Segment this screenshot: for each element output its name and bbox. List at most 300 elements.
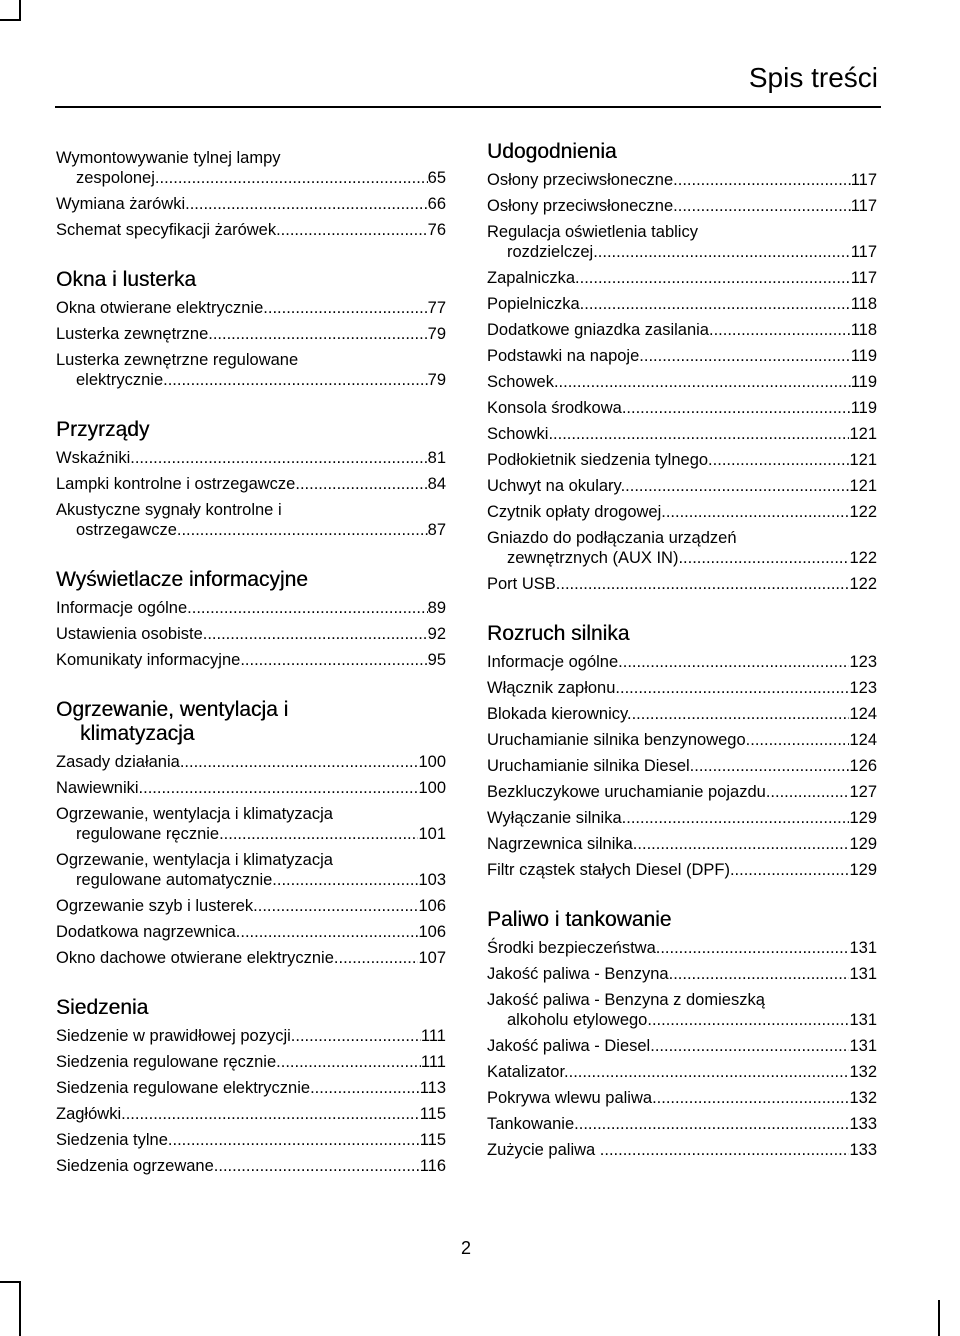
toc-entry[interactable]	[56, 298, 446, 318]
toc-page-number: 126	[849, 757, 877, 775]
toc-entry-line	[487, 1114, 877, 1134]
toc-entry[interactable]	[487, 938, 877, 958]
dot-leader	[569, 1062, 850, 1082]
toc-entry-line	[56, 1130, 446, 1150]
toc-entry-title: Schowki.	[487, 425, 554, 443]
toc-entry[interactable]	[487, 834, 877, 854]
toc-entry[interactable]	[487, 808, 877, 828]
toc-page-number: 87	[427, 521, 446, 539]
toc-page-number: 129	[849, 835, 877, 853]
dot-leader	[598, 242, 851, 262]
toc-entry-line	[487, 242, 877, 262]
toc-entry-line	[487, 834, 877, 854]
toc-entry-list	[487, 938, 877, 1160]
toc-entry-line	[56, 870, 446, 890]
toc-entry-title: regulowane ręcznie.	[76, 825, 224, 843]
toc-entry[interactable]	[487, 1062, 877, 1082]
toc-entry-list	[56, 148, 446, 240]
toc-entry-title: Podstawki na napoje.	[487, 347, 644, 365]
toc-page-number: 121	[849, 477, 877, 495]
toc-entry[interactable]	[56, 474, 446, 494]
toc-entry-line	[56, 778, 446, 798]
toc-entry[interactable]	[487, 528, 877, 568]
dot-leader	[714, 320, 851, 340]
toc-entry-title: Podłokietnik siedzenia tylnego.	[487, 451, 713, 469]
toc-entry-title: Zapalniczka.	[487, 269, 580, 287]
crop-mark	[938, 1300, 940, 1336]
toc-entry-title: Osłony przeciwsłoneczne.	[487, 197, 678, 215]
toc-page-number: 132	[849, 1089, 877, 1107]
toc-entry-line	[487, 170, 877, 190]
toc-page-number: 115	[419, 1105, 446, 1123]
toc-entry-line	[56, 220, 446, 240]
toc-page-number: 122	[849, 503, 877, 521]
toc-entry-line	[487, 1088, 877, 1108]
toc-page-number: 131	[849, 939, 877, 957]
toc-entry[interactable]	[487, 574, 877, 594]
toc-entry-line	[487, 964, 877, 984]
toc-entry-line	[56, 1078, 446, 1098]
toc-entry-line	[487, 424, 877, 444]
toc-entry-line	[487, 450, 877, 470]
dot-leader	[338, 948, 418, 968]
dot-leader	[683, 548, 849, 568]
dot-leader	[277, 870, 419, 890]
toc-entry-line	[56, 850, 446, 870]
toc-entry-line	[487, 222, 877, 242]
toc-entry-line	[487, 268, 877, 288]
toc-entry-list	[487, 652, 877, 880]
toc-section	[56, 996, 446, 1176]
toc-entry-title: Lampki kontrolne i ostrzegawcze.	[56, 475, 300, 493]
toc-entry[interactable]	[487, 704, 877, 724]
section-heading	[487, 908, 877, 932]
toc-page-number: 92	[427, 625, 446, 643]
dot-leader	[637, 834, 849, 854]
toc-entry[interactable]	[56, 148, 446, 188]
toc-entry-title: Ogrzewanie, wentylacja i klimatyzacja	[56, 805, 333, 823]
dot-leader	[655, 1036, 850, 1056]
toc-entry-title: Dodatkowe gniazdka zasilania.	[487, 321, 714, 339]
toc-entry[interactable]	[487, 476, 877, 496]
toc-entry-line	[56, 948, 446, 968]
toc-entry[interactable]	[56, 220, 446, 240]
section-heading-line: klimatyzacja	[80, 722, 195, 745]
dot-leader	[560, 574, 849, 594]
dot-leader	[240, 922, 418, 942]
toc-section	[56, 418, 446, 540]
dot-leader	[218, 1156, 419, 1176]
toc-entry-line	[56, 752, 446, 772]
toc-entry[interactable]	[487, 372, 877, 392]
toc-page-number: 132	[849, 1063, 877, 1081]
toc-page-number: 118	[850, 321, 877, 339]
dot-leader	[604, 1140, 849, 1160]
toc-page-number: 111	[420, 1053, 446, 1071]
dot-leader	[281, 220, 428, 240]
toc-entry[interactable]	[56, 500, 446, 540]
dot-leader	[770, 782, 849, 802]
toc-section	[56, 698, 446, 968]
toc-page-number: 119	[850, 347, 877, 365]
toc-entry-title: regulowane automatycznie.	[76, 871, 277, 889]
toc-entry-line	[487, 528, 877, 548]
toc-page-number: 117	[850, 171, 877, 189]
toc-entry-line	[487, 1010, 877, 1030]
toc-entry[interactable]	[487, 1036, 877, 1056]
toc-entry[interactable]	[56, 1104, 446, 1124]
toc-entry-line	[56, 324, 446, 344]
toc-entry[interactable]	[56, 1130, 446, 1150]
crop-mark	[0, 19, 21, 21]
toc-entry[interactable]	[487, 346, 877, 366]
dot-leader	[620, 678, 849, 698]
toc-entry[interactable]	[487, 424, 877, 444]
dot-leader	[207, 624, 427, 644]
toc-page-number: 100	[418, 779, 446, 797]
toc-entry-line	[487, 1036, 877, 1056]
toc-entry[interactable]	[487, 1140, 877, 1160]
dot-leader	[666, 502, 850, 522]
toc-entry-line	[487, 704, 877, 724]
toc-page-number: 89	[427, 599, 446, 617]
toc-entry-title: Wymontowywanie tylnej lampy	[56, 149, 281, 167]
toc-entry-title: Jakość paliwa - Diesel.	[487, 1037, 655, 1055]
toc-section	[487, 622, 877, 880]
toc-entry[interactable]	[56, 1156, 446, 1176]
toc-entry[interactable]	[56, 922, 446, 942]
toc-page-number: 100	[418, 753, 446, 771]
toc-entry-title: alkoholu etylowego.	[507, 1011, 652, 1029]
toc-entry-title: Osłony przeciwsłoneczne.	[487, 171, 678, 189]
toc-page-number: 95	[427, 651, 446, 669]
toc-entry[interactable]	[56, 624, 446, 644]
toc-entry-title: Ogrzewanie, wentylacja i klimatyzacja	[56, 851, 333, 869]
toc-page-number: 131	[849, 1037, 877, 1055]
toc-entry[interactable]	[56, 752, 446, 772]
toc-entry[interactable]	[487, 1088, 877, 1108]
toc-entry-line	[487, 574, 877, 594]
dot-leader	[632, 704, 850, 724]
toc-page-number: 118	[850, 295, 877, 313]
toc-entry-title: Konsola środkowa.	[487, 399, 627, 417]
toc-entry-title: Uruchamianie silnika Diesel.	[487, 757, 695, 775]
dot-leader	[579, 1114, 850, 1134]
toc-entry-title: Jakość paliwa - Benzyna z domieszką	[487, 991, 765, 1009]
toc-entry-title: rozdzielczej.	[507, 243, 598, 261]
toc-entry-title: Dodatkowa nagrzewnica.	[56, 923, 241, 941]
toc-entry[interactable]	[487, 222, 877, 262]
toc-entry-title: Siedzenia regulowane elektrycznie.	[56, 1079, 315, 1097]
toc-entry-title: zewnętrznych (AUX IN).	[507, 549, 684, 567]
toc-entry-title: Nagrzewnica silnika.	[487, 835, 638, 853]
toc-page-number: 117	[850, 197, 877, 215]
toc-entry-title: Nawiewniki.	[56, 779, 144, 797]
dot-leader	[644, 346, 851, 366]
toc-page-number: 76	[427, 221, 446, 239]
toc-entry-line	[56, 194, 446, 214]
dot-leader	[553, 424, 849, 444]
toc-entry[interactable]	[487, 320, 877, 340]
toc-entry[interactable]	[487, 196, 877, 216]
section-heading-line: Rozruch silnika	[487, 622, 630, 645]
dot-leader	[224, 824, 419, 844]
toc-entry-title: Wskaźniki.	[56, 449, 135, 467]
toc-entry-title: Pokrywa wlewu paliwa.	[487, 1089, 657, 1107]
dot-leader	[173, 1130, 420, 1150]
toc-page-number: 133	[849, 1115, 877, 1133]
toc-entry[interactable]	[56, 448, 446, 468]
toc-entry[interactable]	[56, 948, 446, 968]
toc-page-number: 122	[849, 575, 877, 593]
toc-page-number: 129	[849, 861, 877, 879]
toc-entry[interactable]	[487, 964, 877, 984]
dot-leader	[168, 370, 428, 390]
dot-leader	[143, 778, 418, 798]
toc-entry-title: Zasady działania.	[56, 753, 185, 771]
dot-leader	[159, 168, 427, 188]
toc-entry[interactable]	[487, 730, 877, 750]
toc-entry-line	[487, 990, 877, 1010]
toc-entry-title: Regulacja oświetlenia tablicy	[487, 223, 698, 241]
toc-entry-line	[487, 320, 877, 340]
toc-page-number: 111	[420, 1027, 446, 1045]
section-heading	[56, 996, 446, 1020]
toc-page-number: 116	[419, 1157, 446, 1175]
toc-entry-list	[56, 598, 446, 670]
toc-entry-title: Ogrzewanie szyb i lusterek.	[56, 897, 258, 915]
title-divider	[55, 106, 881, 108]
toc-entry-list	[487, 170, 877, 594]
toc-entry[interactable]	[487, 1114, 877, 1134]
toc-entry-line	[56, 624, 446, 644]
section-heading-line: Wyświetlacze informacyjne	[56, 568, 308, 591]
dot-leader	[657, 1088, 850, 1108]
toc-entry[interactable]	[56, 1026, 446, 1046]
toc-page-number: 121	[849, 425, 877, 443]
toc-page-number: 122	[849, 549, 877, 567]
toc-page-number: 81	[427, 449, 446, 467]
toc-entry-title: Lusterka zewnętrzne.	[56, 325, 213, 343]
toc-entry-title: Popielniczka.	[487, 295, 585, 313]
toc-page-number: 66	[427, 195, 446, 213]
dot-leader	[580, 268, 851, 288]
toc-entry[interactable]	[487, 678, 877, 698]
toc-entry-line	[487, 548, 877, 568]
toc-entry-line	[487, 808, 877, 828]
toc-entry[interactable]	[56, 804, 446, 844]
toc-entry[interactable]	[487, 652, 877, 672]
toc-entry-title: ostrzegawcze.	[76, 521, 182, 539]
toc-entry-line	[487, 730, 877, 750]
toc-entry-title: Środki bezpieczeństwa.	[487, 939, 661, 957]
toc-entry-line	[56, 1026, 446, 1046]
toc-entry-line	[56, 922, 446, 942]
toc-entry-title: Siedzenie w prawidłowej pozycji.	[56, 1027, 296, 1045]
toc-page-number: 123	[849, 679, 877, 697]
page-title: Spis treści	[748, 62, 878, 93]
toc-entry[interactable]	[56, 324, 446, 344]
toc-entry-line	[487, 196, 877, 216]
page-number: 2	[460, 1238, 471, 1258]
toc-entry[interactable]	[487, 450, 877, 470]
toc-page-number: 127	[849, 783, 877, 801]
toc-entry[interactable]	[487, 860, 877, 880]
crop-mark	[0, 1281, 21, 1283]
toc-page-number: 106	[418, 897, 446, 915]
toc-entry-title: Zużycie paliwa .	[487, 1141, 605, 1159]
crop-mark	[19, 0, 21, 21]
toc-entry-line	[56, 448, 446, 468]
toc-entry[interactable]	[56, 850, 446, 890]
section-heading-line: Udogodnienia	[487, 140, 617, 163]
section-heading	[487, 140, 877, 164]
toc-entry[interactable]	[56, 1052, 446, 1072]
toc-entry-line	[487, 398, 877, 418]
toc-entry[interactable]	[487, 170, 877, 190]
toc-entry[interactable]	[487, 782, 877, 802]
toc-page-number: 65	[427, 169, 446, 187]
toc-page-number: 106	[418, 923, 446, 941]
toc-page-number: 131	[849, 965, 877, 983]
toc-entry[interactable]	[56, 350, 446, 390]
dot-leader	[181, 520, 427, 540]
section-heading	[56, 568, 446, 592]
toc-entry-title: Włącznik zapłonu.	[487, 679, 620, 697]
toc-entry[interactable]	[487, 398, 877, 418]
toc-section	[56, 140, 446, 240]
toc-entry-title: Port USB.	[487, 575, 561, 593]
toc-entry-line	[56, 1104, 446, 1124]
toc-page-number: 79	[427, 371, 446, 389]
toc-entry-title: Filtr cząstek stałych Diesel (DPF).	[487, 861, 735, 879]
toc-page-number: 79	[427, 325, 446, 343]
toc-entry[interactable]	[487, 990, 877, 1030]
toc-page-number: 119	[850, 399, 877, 417]
dot-leader	[281, 1052, 421, 1072]
dot-leader	[190, 194, 428, 214]
toc-section	[487, 908, 877, 1160]
toc-page-number: 124	[849, 731, 877, 749]
toc-entry[interactable]	[487, 268, 877, 288]
toc-entry-line	[487, 346, 877, 366]
toc-entry-line	[56, 1052, 446, 1072]
toc-page-number: 77	[427, 299, 446, 317]
toc-entry[interactable]	[487, 502, 877, 522]
toc-section	[56, 568, 446, 670]
toc-entry-title: Tankowanie.	[487, 1115, 579, 1133]
toc-entry-title: Komunikaty informacyjne.	[56, 651, 245, 669]
dot-leader	[678, 196, 851, 216]
toc-entry-line	[56, 500, 446, 520]
toc-page-number: 133	[849, 1141, 877, 1159]
toc-entry-title: Siedzenia tylne.	[56, 1131, 173, 1149]
toc-page-number: 84	[427, 475, 446, 493]
section-heading-line: Paliwo i tankowanie	[487, 908, 672, 931]
dot-leader	[245, 650, 428, 670]
toc-page-number: 129	[849, 809, 877, 827]
dot-leader	[626, 398, 850, 418]
toc-entry-title: Okna otwierane elektrycznie.	[56, 299, 268, 317]
dot-leader	[295, 1026, 421, 1046]
toc-entry-line	[56, 520, 446, 540]
toc-entry[interactable]	[487, 756, 877, 776]
toc-entry-line	[56, 168, 446, 188]
toc-entry-line	[56, 1156, 446, 1176]
toc-entry[interactable]	[56, 598, 446, 618]
toc-page-number: 117	[850, 243, 877, 261]
dot-leader	[584, 294, 850, 314]
toc-entry-line	[56, 896, 446, 916]
dot-leader	[678, 170, 851, 190]
toc-page-number: 119	[850, 373, 877, 391]
toc-column-right	[487, 140, 877, 1188]
toc-entry[interactable]	[56, 778, 446, 798]
toc-entry-title: Wymiana żarówki.	[56, 195, 190, 213]
dot-leader	[268, 298, 428, 318]
section-heading	[56, 418, 446, 442]
toc-entry-title: Blokada kierownicy.	[487, 705, 632, 723]
toc-entry-line	[487, 860, 877, 880]
section-heading-line: Siedzenia	[56, 996, 149, 1019]
dot-leader	[673, 964, 849, 984]
toc-entry-title: Gniazdo do podłączania urządzeń	[487, 529, 737, 547]
toc-entry-title: Siedzenia regulowane ręcznie.	[56, 1053, 281, 1071]
toc-entry-title: Schemat specyfikacji żarówek.	[56, 221, 281, 239]
section-heading-line: Ogrzewanie, wentylacja i	[56, 698, 289, 721]
toc-entry-line	[487, 476, 877, 496]
toc-entry-line	[56, 650, 446, 670]
toc-entry-line	[56, 350, 446, 370]
dot-leader	[192, 598, 428, 618]
toc-entry[interactable]	[56, 896, 446, 916]
toc-entry-title: Zagłówki.	[56, 1105, 126, 1123]
toc-entry-line	[56, 148, 446, 168]
toc-entry-title: Informacje ogólne.	[56, 599, 192, 617]
section-heading-line: Przyrządy	[56, 418, 150, 441]
toc-entry-title: Ustawienia osobiste.	[56, 625, 208, 643]
toc-entry-title: Uchwyt na okulary.	[487, 477, 626, 495]
toc-entry-line	[487, 782, 877, 802]
dot-leader	[300, 474, 428, 494]
toc-section	[56, 268, 446, 390]
toc-entry-line	[56, 804, 446, 824]
toc-entry-title: Bezkluczykowe uruchamianie pojazdu.	[487, 783, 771, 801]
toc-page-number: 124	[849, 705, 877, 723]
dot-leader	[135, 448, 428, 468]
toc-entry-line	[56, 598, 446, 618]
dot-leader	[184, 752, 418, 772]
toc-entry[interactable]	[56, 194, 446, 214]
toc-entry-list	[56, 1026, 446, 1176]
toc-entry[interactable]	[487, 294, 877, 314]
toc-page-number: 113	[419, 1079, 446, 1097]
dot-leader	[750, 730, 849, 750]
toc-entry[interactable]	[56, 650, 446, 670]
section-heading-line: Okna i lusterka	[56, 268, 197, 291]
toc-entry-line	[487, 1140, 877, 1160]
toc-entry-title: Schowek.	[487, 373, 559, 391]
toc-page-number: 117	[850, 269, 877, 287]
toc-entry-list	[56, 752, 446, 968]
toc-page-number: 103	[418, 871, 446, 889]
toc-entry-title: Siedzenia ogrzewane.	[56, 1157, 219, 1175]
section-heading	[487, 622, 877, 646]
toc-entry[interactable]	[56, 1078, 446, 1098]
toc-entry-title: Uruchamianie silnika benzynowego.	[487, 731, 751, 749]
toc-page-number: 131	[849, 1011, 877, 1029]
dot-leader	[694, 756, 849, 776]
